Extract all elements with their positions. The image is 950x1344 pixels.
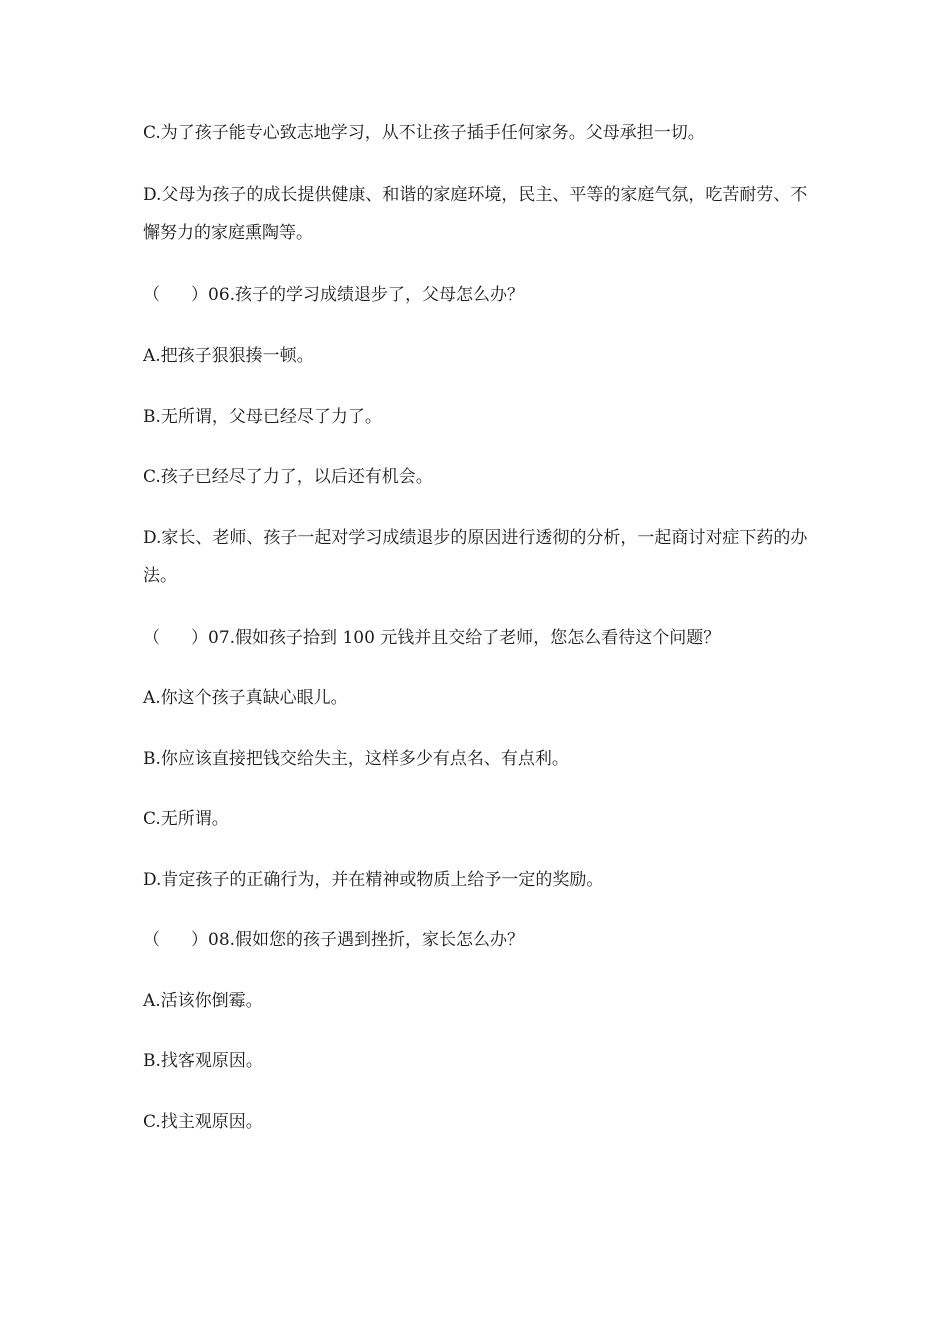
option-d-q05: D.父母为孩子的成长提供健康、和谐的家庭环境，民主、平等的家庭气氛，吃苦耐劳、不懈努力的家庭熏陶等。: [143, 185, 808, 243]
option-b-q08: B.找客观原因。: [143, 1051, 263, 1071]
question-07: [143, 627, 813, 649]
answer-blank-07: （: [143, 628, 160, 648]
question-07-text: ）07.假如孩子拾到 100 元钱并且交给了老师，您怎么看待这个问题？: [191, 628, 721, 648]
answer-blank-08: （: [143, 930, 160, 950]
answer-blank-06: （: [143, 285, 160, 305]
question-06: [143, 284, 813, 306]
option-b-q06: B.无所谓，父母已经尽了力了。: [143, 407, 382, 427]
option-c-q07: C.无所谓。: [143, 809, 229, 829]
question-08-text: ）08.假如您的孩子遇到挫折，家长怎么办？: [191, 930, 525, 950]
option-a-q08: A.活该你倒霉。: [143, 991, 263, 1011]
option-c-q06: C.孩子已经尽了力了，以后还有机会。: [143, 467, 433, 487]
option-d-q06: D.家长、老师、孩子一起对学习成绩退步的原因进行透彻的分析，一起商讨对症下药的办法。: [143, 528, 808, 586]
option-c-q05: C.为了孩子能专心致志地学习，从不让孩子插手任何家务。父母承担一切。: [143, 123, 705, 143]
option-b-q07: B.你应该直接把钱交给失主，这样多少有点名、有点利。: [143, 749, 569, 769]
question-08: [143, 929, 813, 951]
question-06-text: ）06.孩子的学习成绩退步了，父母怎么办？: [191, 285, 525, 305]
option-a-q06: A.把孩子狠狠揍一顿。: [143, 346, 314, 366]
option-d-q07: D.肯定孩子的正确行为，并在精神或物质上给予一定的奖励。: [143, 870, 604, 890]
option-a-q07: A.你这个孩子真缺心眼儿。: [143, 688, 348, 708]
option-c-q08: C.找主观原因。: [143, 1112, 263, 1132]
